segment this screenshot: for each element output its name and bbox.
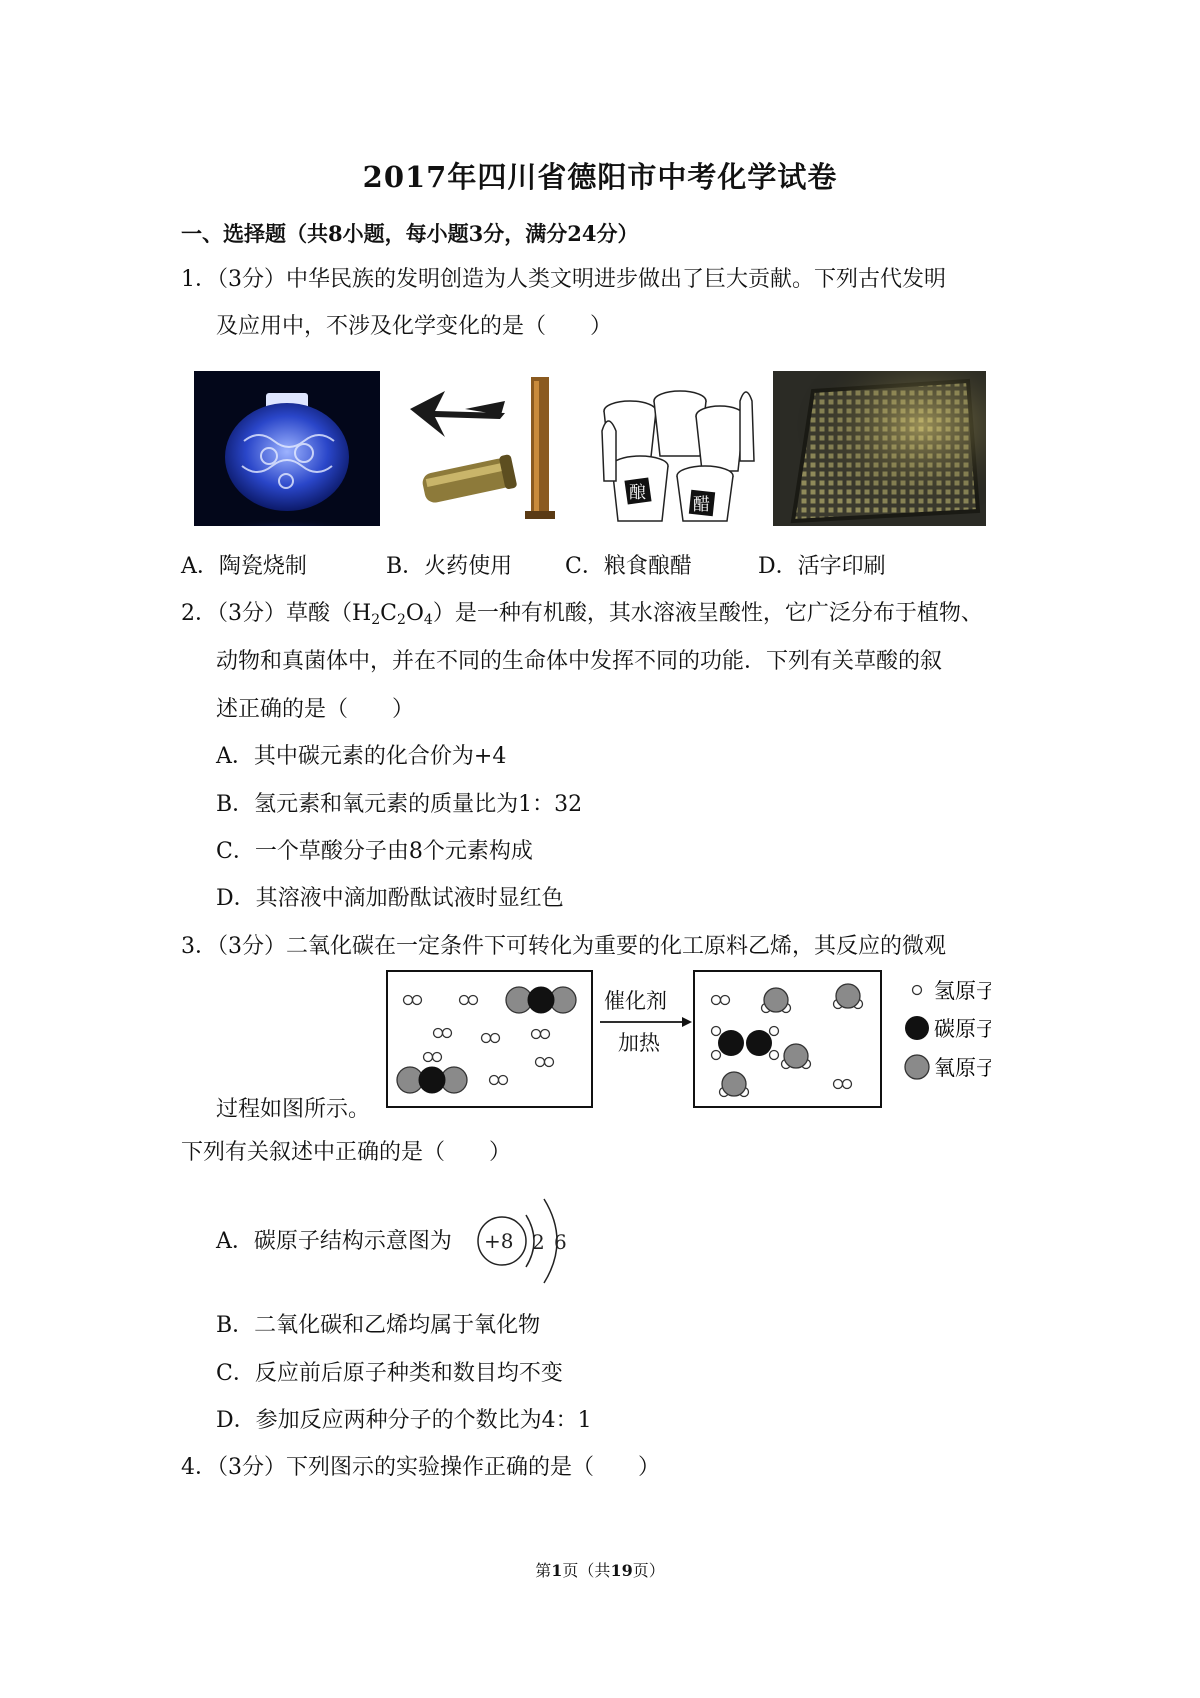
q1-stem-line2: 及应用中，不涉及化学变化的是（ ） <box>216 314 613 339</box>
q3-option-d: D．参加反应两种分子的个数比为4：1 <box>216 1408 592 1433</box>
vinegar-jar-label-2: 醋 <box>693 495 710 515</box>
q3-option-a: A．碳原子结构示意图为 <box>216 1229 452 1254</box>
gunpowder-weapons-image <box>405 371 565 526</box>
heating-label: 加热 <box>618 1031 660 1055</box>
carbon-atom-structure-diagram <box>474 1185 574 1295</box>
atom-shell-2-electrons: 6 <box>554 1230 567 1254</box>
section-heading: 一、选择题（共8小题，每小题3分，满分24分） <box>181 221 639 246</box>
legend-oxygen: 氧原子 <box>934 1056 991 1080</box>
porcelain-vase-image <box>194 371 380 526</box>
q3-option-b: B．二氧化碳和乙烯均属于氧化物 <box>216 1313 541 1338</box>
q1-option-d: D．活字印刷 <box>758 554 886 579</box>
q2-stem-line1: 2．（3分）草酸$(H_2C_2O_4)$是一种有机酸，其水溶液呈酸性，它广泛分布于植物、 <box>181 601 983 628</box>
page-title: 2017年四川省德阳市中考化学试卷 <box>362 160 838 194</box>
vinegar-brewing-image <box>590 371 760 526</box>
q1-option-a: A．陶瓷烧制 <box>181 554 307 579</box>
q2-option-c: C．一个草酸分子由8个元素构成 <box>216 839 533 864</box>
q3-option-c: C．反应前后原子种类和数目均不变 <box>216 1361 563 1386</box>
movable-type-image <box>773 371 986 526</box>
q2-option-a: A．其中碳元素的化合价为+4 <box>216 744 507 769</box>
q1-stem-line1: 1．（3分）中华民族的发明创造为人类文明进步做出了巨大贡献。下列古代发明 <box>181 267 946 292</box>
legend-carbon: 碳原子 <box>934 1017 991 1041</box>
catalyst-label: 催化剂 <box>604 989 667 1013</box>
q1-option-b: B．火药使用 <box>386 554 513 579</box>
q4-stem-line1: 4．（3分）下列图示的实验操作正确的是（ ） <box>181 1455 660 1480</box>
q1-option-c: C．粮食酿醋 <box>565 554 692 579</box>
q2-option-b: B．氢元素和氧元素的质量比为1：32 <box>216 792 583 817</box>
q3-stem-line2: 过程如图所示。 <box>216 1097 371 1122</box>
q2-stem-line3: 述正确的是（ ） <box>216 697 415 722</box>
q2-option-d: D．其溶液中滴加酚酞试液时显红色 <box>216 886 564 911</box>
atom-shell-1-electrons: 2 <box>532 1230 545 1254</box>
q3-stem-line1: 3．（3分）二氧化碳在一定条件下可转化为重要的化工原料乙烯，其反应的微观 <box>181 934 946 959</box>
q3-stem-line3: 下列有关叙述中正确的是（ ） <box>181 1140 512 1165</box>
q2-stem-line2: 动物和真菌体中，并在不同的生命体中发挥不同的功能．下列有关草酸的叙 <box>216 649 943 674</box>
atom-nucleus-charge: +8 <box>484 1229 514 1253</box>
vinegar-jar-label-1: 酿 <box>629 483 646 503</box>
reaction-diagram <box>386 970 991 1120</box>
page-footer: 第1页（共19页） <box>535 1561 665 1580</box>
legend-hydrogen: 氢原子 <box>934 979 991 1003</box>
